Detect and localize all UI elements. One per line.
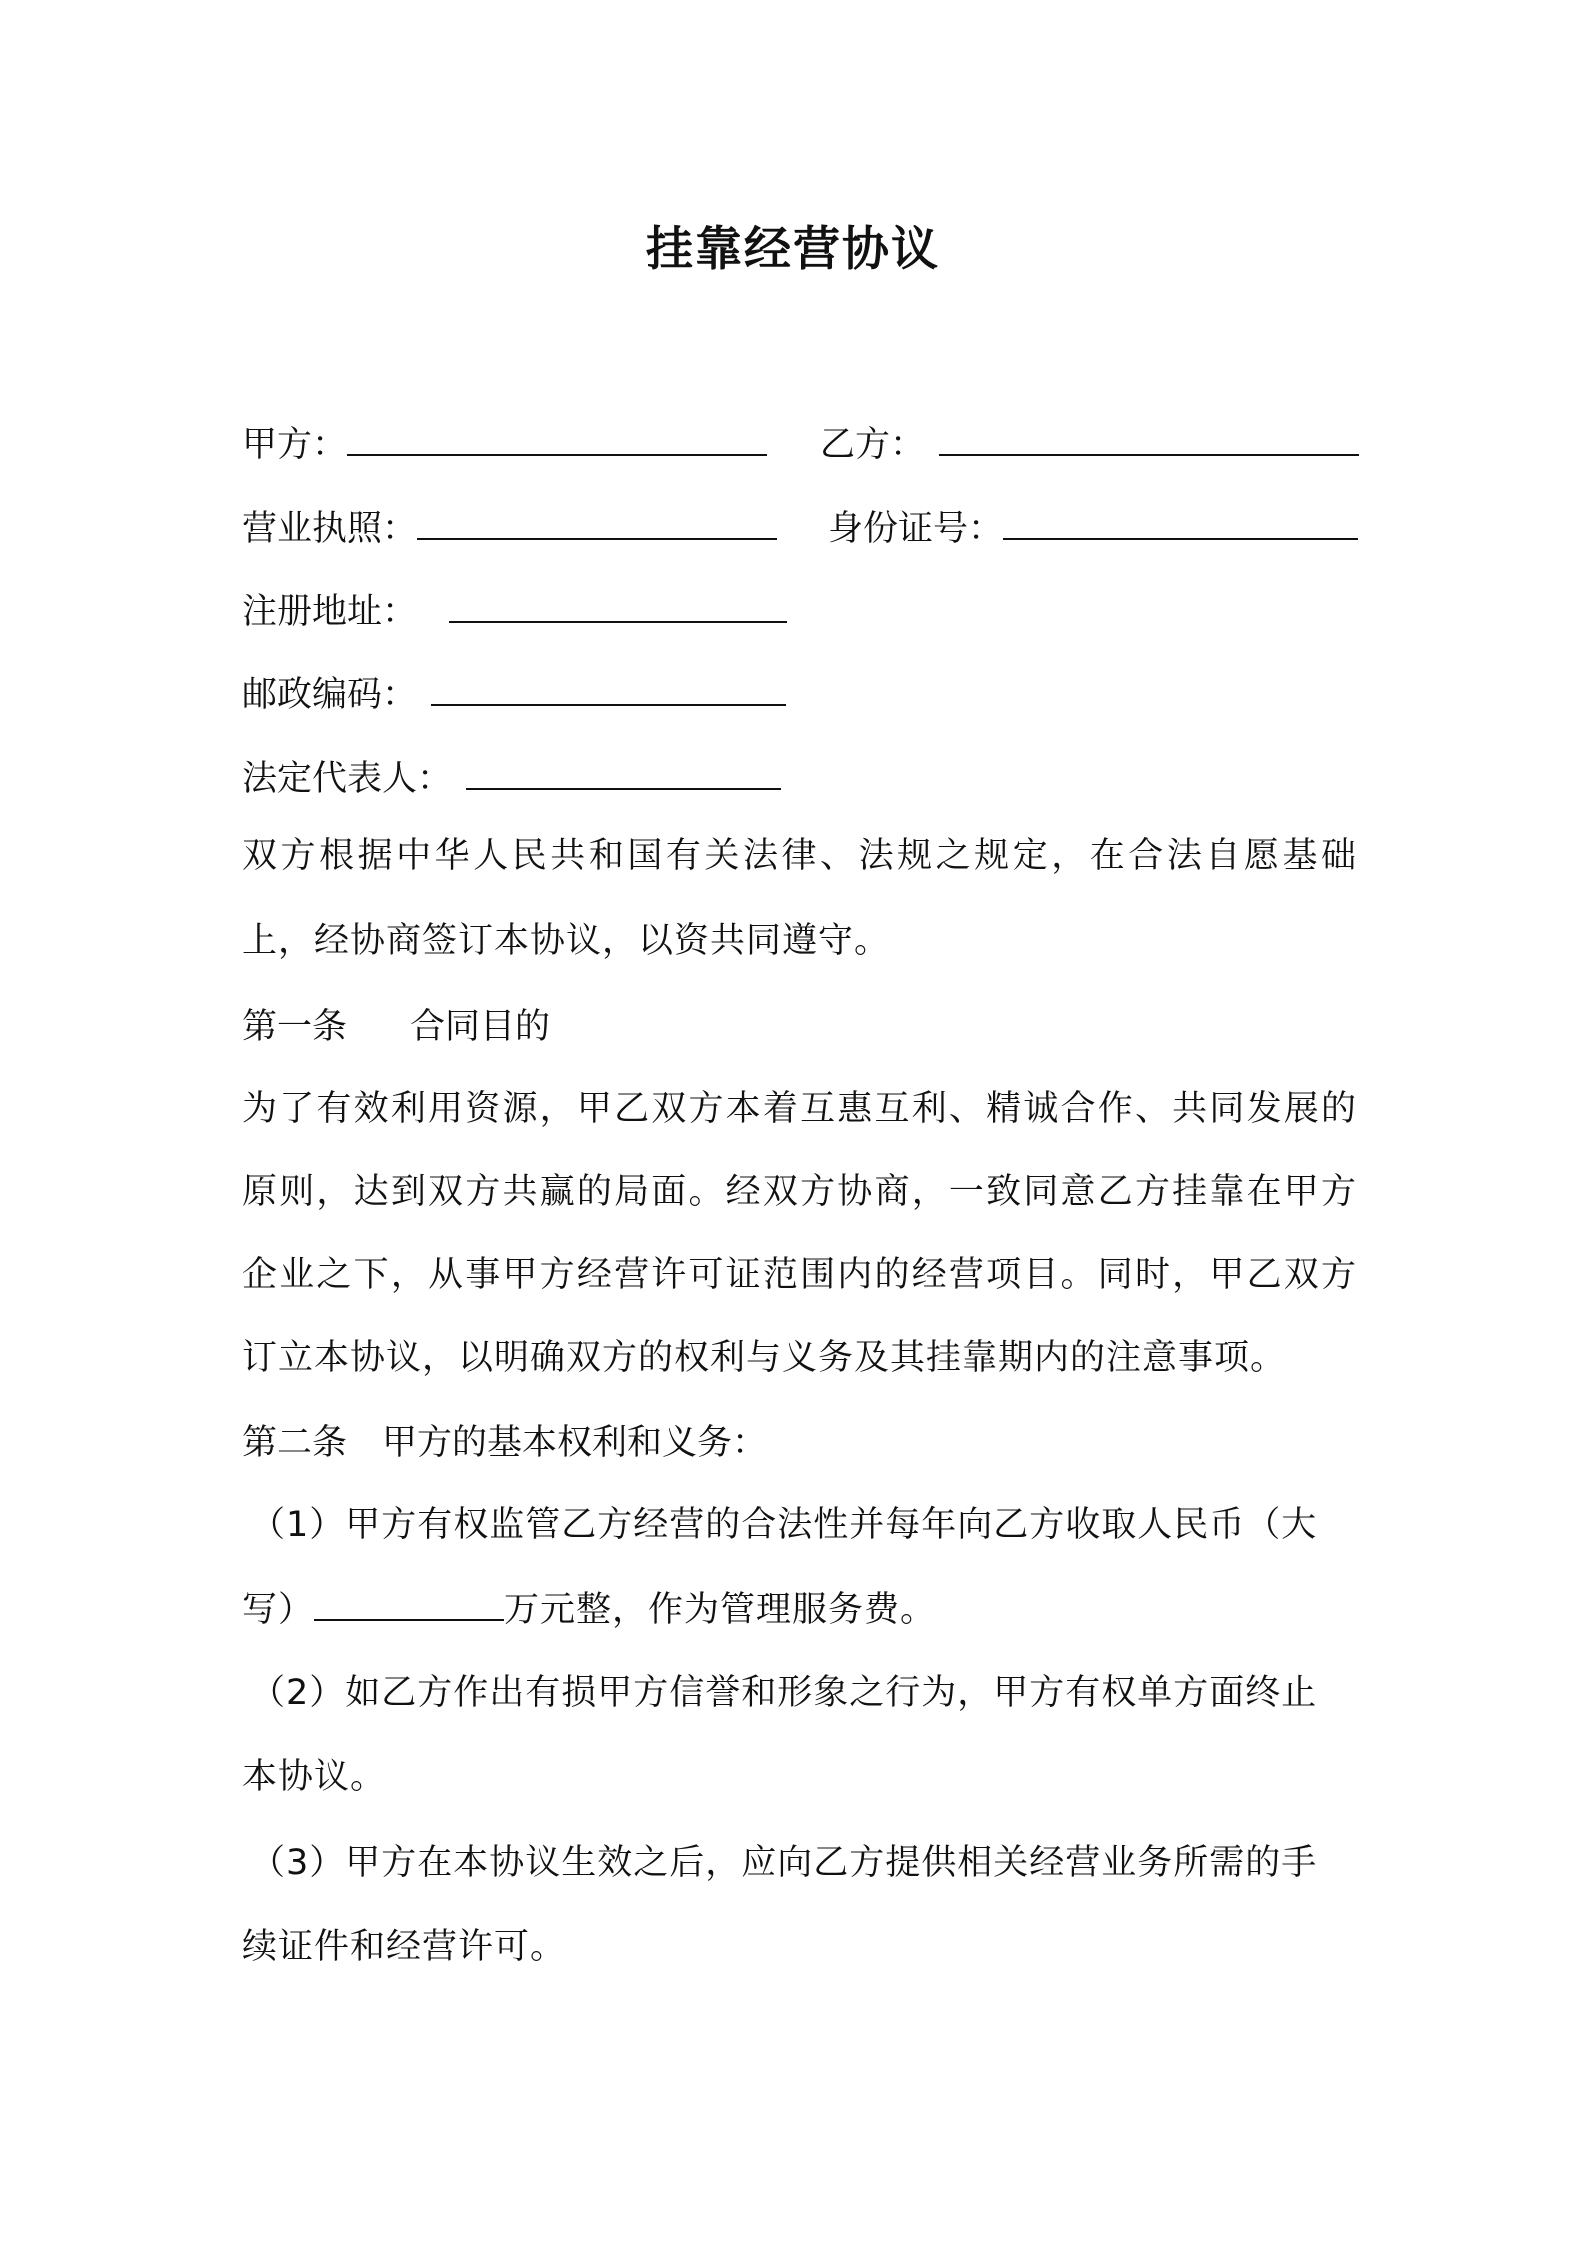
article-2-item-2-line-2: 本协议。	[242, 1757, 387, 1797]
party-a-label: 甲方：	[242, 425, 348, 465]
party-a-blank[interactable]	[347, 418, 767, 456]
party-b-field	[820, 418, 1359, 470]
registered-address-blank[interactable]	[449, 585, 787, 623]
legal-representative-blank[interactable]	[466, 752, 781, 790]
management-fee-prefix: 写）	[242, 1590, 315, 1630]
business-license-blank[interactable]	[417, 502, 777, 540]
document-title: 挂靠经营协议	[646, 222, 940, 277]
party-b-blank[interactable]	[939, 418, 1359, 456]
article-2-item-3-line-2: 续证件和经营许可。	[242, 1927, 567, 1967]
party-b-label: 乙方：	[820, 425, 926, 465]
article-2-item-1-line-1: （1）甲方有权监管乙方经营的合法性并每年向乙方收取人民币（大	[250, 1505, 1318, 1545]
management-fee-suffix: 万元整，作为管理服务费。	[504, 1590, 937, 1630]
intro-paragraph: 双方根据中华人民共和国有关法律、法规之规定，在合法自愿基础上，经协商签订本协议，以资共同遵守。	[242, 836, 1357, 961]
registered-address-field	[242, 585, 787, 637]
article-1-heading	[242, 1002, 550, 1052]
article-2-item-2-line-1: （2）如乙方作出有损甲方信誉和形象之行为，甲方有权单方面终止	[250, 1673, 1318, 1713]
article-2-number: 第二条	[242, 1423, 348, 1463]
management-fee-blank[interactable]	[314, 1583, 504, 1621]
registered-address-label: 注册地址：	[242, 592, 418, 632]
id-number-label: 身份证号：	[828, 509, 1004, 549]
article-2-item-3-line-1: （3）甲方在本协议生效之后，应向乙方提供相关经营业务所需的手	[250, 1843, 1318, 1883]
article-1-number: 第一条	[242, 1007, 348, 1047]
id-number-blank[interactable]	[1003, 502, 1358, 540]
article-2-heading	[242, 1418, 767, 1468]
article-2-title: 甲方的基本权利和义务：	[382, 1423, 768, 1463]
article-2-item-1-line-2	[242, 1583, 936, 1635]
article-1-body: 为了有效利用资源，甲乙双方本着互惠互利、精诚合作、共同发展的原则，达到双方共赢的局面。经双方协商，一致同意乙方挂靠在甲方企业之下，从事甲方经营许可证范围内的经营项目。同时，甲乙双方订立本协议，以明确双方的权利与义务及其挂靠期内的注意事项。	[242, 1089, 1357, 1378]
party-a-field	[242, 418, 767, 470]
business-license-label: 营业执照：	[242, 509, 418, 549]
legal-representative-field	[242, 752, 781, 804]
article-1-title: 合同目的	[410, 1007, 551, 1047]
legal-representative-label: 法定代表人：	[242, 759, 453, 799]
postal-code-label: 邮政编码：	[242, 675, 418, 715]
id-number-field	[828, 502, 1358, 554]
business-license-field	[242, 502, 777, 554]
postal-code-field	[242, 668, 786, 720]
postal-code-blank[interactable]	[431, 668, 786, 706]
